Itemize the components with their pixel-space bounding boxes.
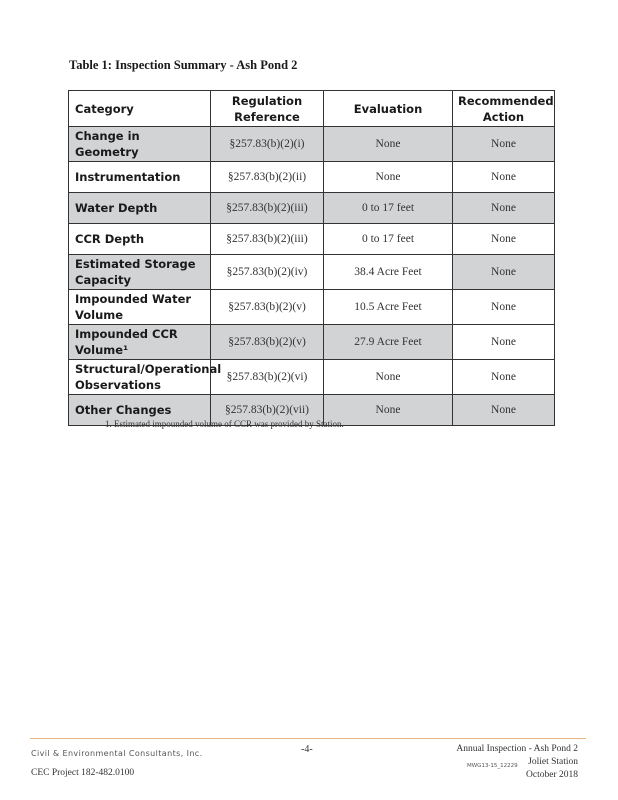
cell-category: CCR Depth <box>69 224 211 255</box>
cell-action: None <box>453 360 555 395</box>
cell-category: Water Depth <box>69 193 211 224</box>
cell-regulation: §257.83(b)(2)(v) <box>211 290 324 325</box>
cell-category: Impounded CCR Volume¹ <box>69 325 211 360</box>
header-regulation-line2: Reference <box>234 109 300 124</box>
cell-regulation: §257.83(b)(2)(iii) <box>211 193 324 224</box>
cell-category: Estimated Storage Capacity <box>69 255 211 290</box>
header-regulation-reference <box>211 91 324 127</box>
footer-station: Joliet Station <box>528 757 578 767</box>
cell-category: Structural/Operational Observations <box>69 360 211 395</box>
cell-evaluation: None <box>324 395 453 426</box>
table-title: Table 1: Inspection Summary - Ash Pond 2 <box>69 58 298 72</box>
cell-regulation: §257.83(b)(2)(vii) <box>211 395 324 426</box>
table-row <box>69 193 555 224</box>
inspection-summary-table <box>68 90 555 426</box>
cell-regulation: §257.83(b)(2)(v) <box>211 325 324 360</box>
table-row <box>69 224 555 255</box>
header-action-line1: Recommended <box>458 93 554 108</box>
header-category: Category <box>69 91 211 127</box>
table-row <box>69 290 555 325</box>
cell-category: Instrumentation <box>69 162 211 193</box>
cell-regulation: §257.83(b)(2)(iii) <box>211 224 324 255</box>
cell-category: Other Changes <box>69 395 211 426</box>
cell-regulation: §257.83(b)(2)(i) <box>211 127 324 162</box>
header-evaluation: Evaluation <box>324 91 453 127</box>
header-action-line2: Action <box>482 109 525 124</box>
cell-category: Impounded Water Volume <box>69 290 211 325</box>
cell-action: None <box>453 255 555 290</box>
page-number: -4- <box>301 744 313 755</box>
cell-action: None <box>453 290 555 325</box>
cell-evaluation: 27.9 Acre Feet <box>324 325 453 360</box>
cell-evaluation: 0 to 17 feet <box>324 193 453 224</box>
cell-evaluation: 0 to 17 feet <box>324 224 453 255</box>
table-row <box>69 255 555 290</box>
cell-action: None <box>453 193 555 224</box>
cell-evaluation: 38.4 Acre Feet <box>324 255 453 290</box>
footer-project-number: CEC Project 182-482.0100 <box>31 768 135 778</box>
cell-regulation: §257.83(b)(2)(iv) <box>211 255 324 290</box>
table-row <box>69 162 555 193</box>
table-footnote: 1. Estimated impounded volume of CCR was provided by Station. <box>105 419 344 429</box>
footer-divider <box>30 738 586 739</box>
footer-company: Civil & Environmental Consultants, Inc. <box>31 749 203 758</box>
cell-evaluation: None <box>324 162 453 193</box>
header-regulation-line1: Regulation <box>231 93 303 108</box>
cell-evaluation: None <box>324 360 453 395</box>
cell-action: None <box>453 325 555 360</box>
table-row <box>69 325 555 360</box>
table-row <box>69 360 555 395</box>
table-row <box>69 127 555 162</box>
header-recommended-action <box>453 91 555 127</box>
cell-action: None <box>453 162 555 193</box>
cell-action: None <box>453 395 555 426</box>
cell-regulation: §257.83(b)(2)(vi) <box>211 360 324 395</box>
footer-date: October 2018 <box>526 770 578 780</box>
cell-regulation: §257.83(b)(2)(ii) <box>211 162 324 193</box>
table-header-row <box>69 91 555 127</box>
bates-stamp: MWG13-15_12229 <box>467 763 518 769</box>
cell-evaluation: None <box>324 127 453 162</box>
cell-evaluation: 10.5 Acre Feet <box>324 290 453 325</box>
cell-action: None <box>453 127 555 162</box>
cell-category: Change in Geometry <box>69 127 211 162</box>
cell-action: None <box>453 224 555 255</box>
footer-doc-title: Annual Inspection - Ash Pond 2 <box>456 744 578 754</box>
